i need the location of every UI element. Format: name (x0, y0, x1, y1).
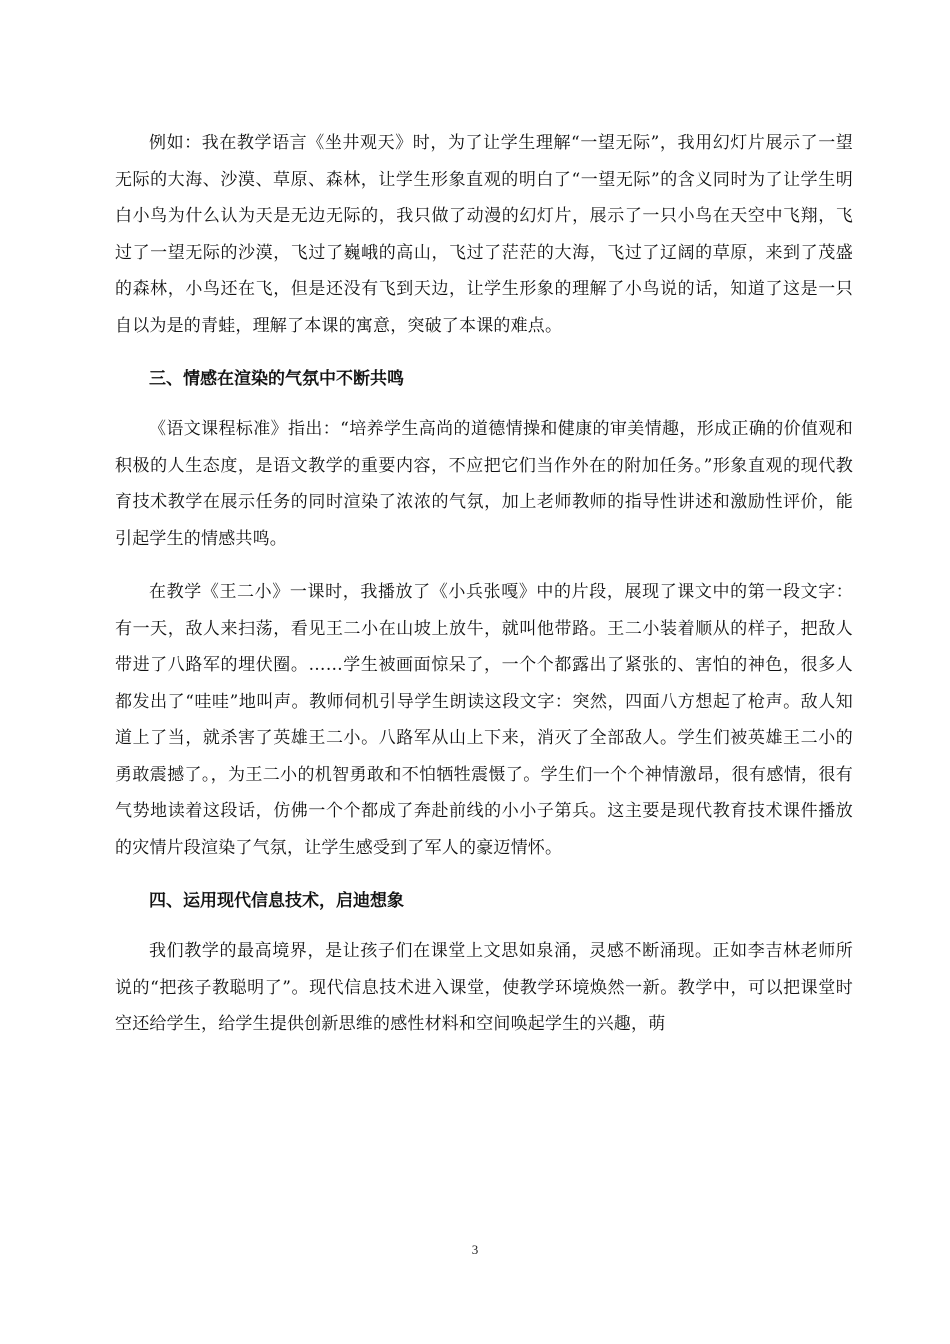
document-body (115, 125, 853, 1060)
page-number: 3 (471, 1242, 479, 1257)
paragraph-zuojingguantian-example: 例如：我在教学语言《坐井观天》时，为了让学生理解“一望无际”，我用幻灯片展示了一望无际的大海、沙漠、草原、森林，让学生形象直观的明白了“一望无际”的含义同时为了让学生明白小鸟为什么认为天是无边无际的，我只做了动漫的幻灯片，展示了一只小鸟在天空中飞翔，飞过了一望无际的沙漠，飞过了巍峨的高山，飞过了茫茫的大海，飞过了辽阔的草原，来到了茂盛的森林，小鸟还在飞，但是还没有飞到天边，让学生形象的理解了小鸟说的话，知道了这是一只自以为是的青蛙，理解了本课的寓意，突破了本课的难点。 (115, 133, 853, 336)
paragraph-imagination: 我们教学的最高境界，是让孩子们在课堂上文思如泉涌，灵感不断涌现。正如李吉林老师所说的“把孩子教聪明了”。现代信息技术进入课堂，使教学环境焕然一新。教学中，可以把课堂时空还给学生，给学生提供创新思维的感性材料和空间唤起学生的兴趣，萌 (115, 941, 853, 1034)
paragraph-wang-erxiao-example: 在教学《王二小》一课时，我播放了《小兵张嘎》中的片段，展现了课文中的第一段文字：有一天，敌人来扫荡，看见王二小在山坡上放牛，就叫他带路。王二小装着顺从的样子，把敌人带进了八路军的埋伏圈。……学生被画面惊呆了，一个个都露出了紧张的、害怕的神色，很多人都发出了“哇哇”地叫声。教师伺机引导学生朗读这段文字：突然，四面八方想起了枪声。敌人知道上了当，就杀害了英雄王二小。八路军从山上下来，消灭了全部敌人。学生们被英雄王二小的勇敢震撼了。，为王二小的机智勇敢和不怕牺牲震慑了。学生们一个个神情激昂，很有感情，很有气势地读着这段话，仿佛一个个都成了奔赴前线的小小子第兵。这主要是现代教育技术课件播放的灾情片段渲染了气氛，让学生感受到了军人的豪迈情怀。 (115, 582, 853, 858)
section-heading-3: 三、情感在渲染的气氛中不断共鸣 (149, 369, 404, 389)
paragraph-curriculum-standard: 《语文课程标准》指出：“培养学生高尚的道德情操和健康的审美情趣，形成正确的价值观和积极的人生态度，是语文教学的重要内容，不应把它们当作外在的附加任务。”形象直观的现代教育技术教学在展示任务的同时渲染了浓浓的气氛，加上老师教师的指导性讲述和激励性评价，能引起学生的情感共鸣。 (115, 419, 853, 549)
section-heading-4: 四、运用现代信息技术，启迪想象 (149, 891, 404, 911)
